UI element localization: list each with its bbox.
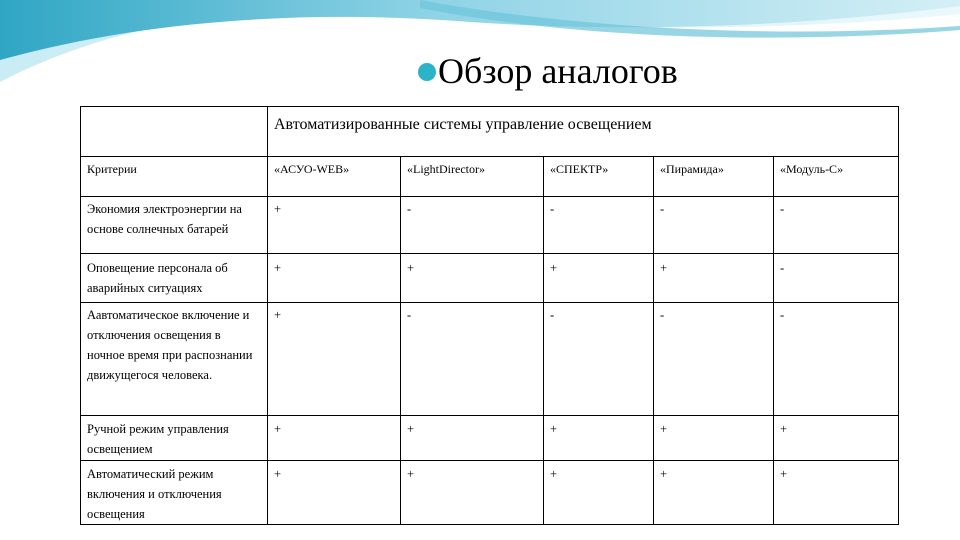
criterion-cell: Автоматический режим включения и отключения освещения <box>81 461 268 525</box>
group-header-cell: Автоматизированные системы управление освещением <box>268 107 899 157</box>
value-cell: + <box>654 254 774 303</box>
column-header-spektr: «СПЕКТР» <box>544 157 654 197</box>
table-row <box>81 254 899 303</box>
value-cell: + <box>268 416 401 461</box>
value-cell: + <box>268 303 401 416</box>
criterion-cell: Экономия электроэнергии на основе солнечных батарей <box>81 197 268 254</box>
value-cell: + <box>401 461 544 525</box>
value-cell: + <box>654 461 774 525</box>
value-cell: + <box>654 416 774 461</box>
column-header-asuo-web: «АСУО-WEB» <box>268 157 401 197</box>
table-header-row <box>81 157 899 197</box>
value-cell: + <box>544 461 654 525</box>
value-cell: + <box>544 254 654 303</box>
value-cell: - <box>401 303 544 416</box>
table-header-group-row <box>81 107 899 157</box>
value-cell: - <box>654 303 774 416</box>
column-header-lightdirector: «LightDirector» <box>401 157 544 197</box>
value-cell: + <box>774 416 899 461</box>
slide-title <box>418 48 678 94</box>
value-cell: + <box>268 461 401 525</box>
value-cell: - <box>544 197 654 254</box>
value-cell: - <box>654 197 774 254</box>
slide-title-text: Обзор аналогов <box>438 51 678 91</box>
table-corner-cell <box>81 107 268 157</box>
value-cell: - <box>774 197 899 254</box>
table-row <box>81 416 899 461</box>
value-cell: - <box>774 303 899 416</box>
criterion-cell: Ручной режим управления освещением <box>81 416 268 461</box>
column-header-criteria: Критерии <box>81 157 268 197</box>
bullet-dot-icon <box>418 63 436 81</box>
criterion-cell: Оповещение персонала об аварийных ситуациях <box>81 254 268 303</box>
table-row <box>81 461 899 525</box>
value-cell: - <box>401 197 544 254</box>
table-row <box>81 303 899 416</box>
column-header-modul-s: «Модуль-С» <box>774 157 899 197</box>
value-cell: - <box>774 254 899 303</box>
value-cell: + <box>268 197 401 254</box>
criterion-cell: Аавтоматическое включение и отключения освещения в ночное время при распознании движущегося человека. <box>81 303 268 416</box>
value-cell: + <box>268 254 401 303</box>
value-cell: + <box>401 416 544 461</box>
value-cell: + <box>774 461 899 525</box>
value-cell: - <box>544 303 654 416</box>
column-header-piramida: «Пирамида» <box>654 157 774 197</box>
value-cell: + <box>544 416 654 461</box>
comparison-table <box>80 106 899 525</box>
value-cell: + <box>401 254 544 303</box>
table-row <box>81 197 899 254</box>
